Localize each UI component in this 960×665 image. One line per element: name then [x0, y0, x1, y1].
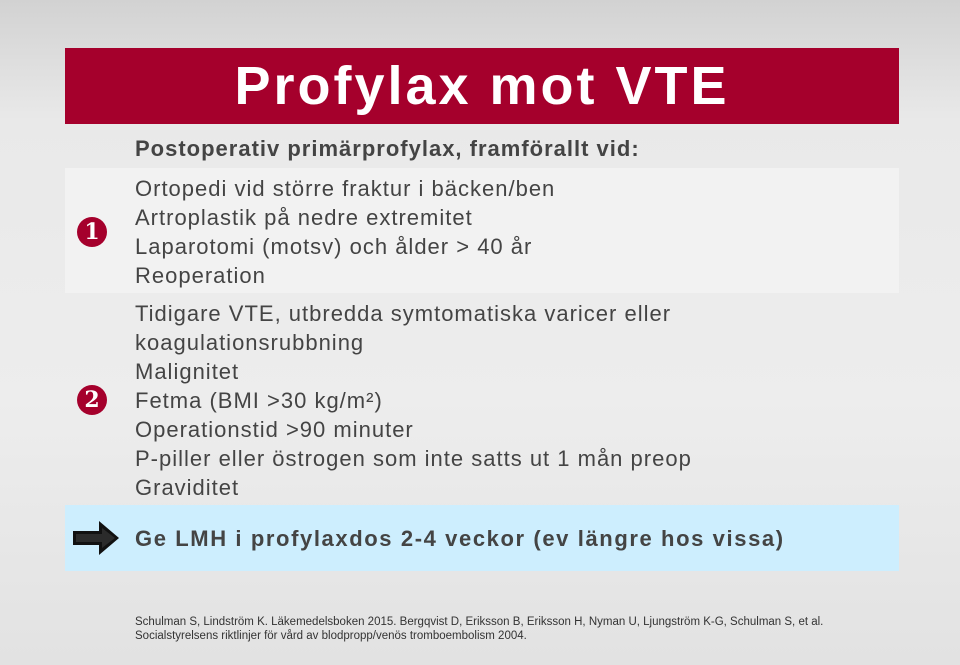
- criteria-item: Reoperation: [135, 263, 266, 288]
- criteria-item: Fetma (BMI >30 kg/m²): [135, 388, 383, 413]
- conclusion-text: Ge LMH i profylaxdos 2-4 veckor (ev längre hos vissa): [135, 526, 785, 551]
- criteria-item: koagulationsrubbning: [135, 330, 365, 355]
- criteria-item: Graviditet: [135, 475, 240, 500]
- conclusion-box: [65, 505, 899, 571]
- criteria-item: P-piller eller östrogen som inte satts ut 1 mån preop: [135, 446, 692, 471]
- slide-title: Profylax mot VTE: [234, 56, 730, 116]
- criteria-item: Tidigare VTE, utbredda symtomatiska varicer eller: [135, 301, 672, 326]
- slide-subtitle: Postoperativ primärprofylax, framförallt vid:: [135, 136, 640, 161]
- number-two-marker-icon: 2: [77, 385, 107, 415]
- criteria-item: Laparotomi (motsv) och ålder > 40 år: [135, 234, 533, 259]
- reference-line: Socialstyrelsens riktlinjer för vård av blodpropp/venös tromboembolism 2004.: [135, 630, 527, 642]
- title-bar: [65, 48, 899, 124]
- number-one-marker-icon: 1: [77, 217, 107, 247]
- reference-line: Schulman S, Lindström K. Läkemedelsboken 2015. Bergqvist D, Eriksson B, Eriksson H, Nyman U, Ljungström K-G, Schulman S, et al.: [135, 616, 824, 628]
- criteria-item: Operationstid >90 minuter: [135, 417, 414, 442]
- arrow-right-icon: [72, 520, 120, 556]
- criteria-group-1: [65, 168, 899, 293]
- references: [135, 615, 823, 643]
- criteria-list-2: [135, 299, 692, 502]
- criteria-item: Malignitet: [135, 359, 240, 384]
- criteria-item: Ortopedi vid större fraktur i bäcken/ben: [135, 176, 556, 201]
- criteria-item: Artroplastik på nedre extremitet: [135, 205, 473, 230]
- criteria-group-2: [65, 293, 899, 505]
- criteria-list-1: [135, 174, 555, 290]
